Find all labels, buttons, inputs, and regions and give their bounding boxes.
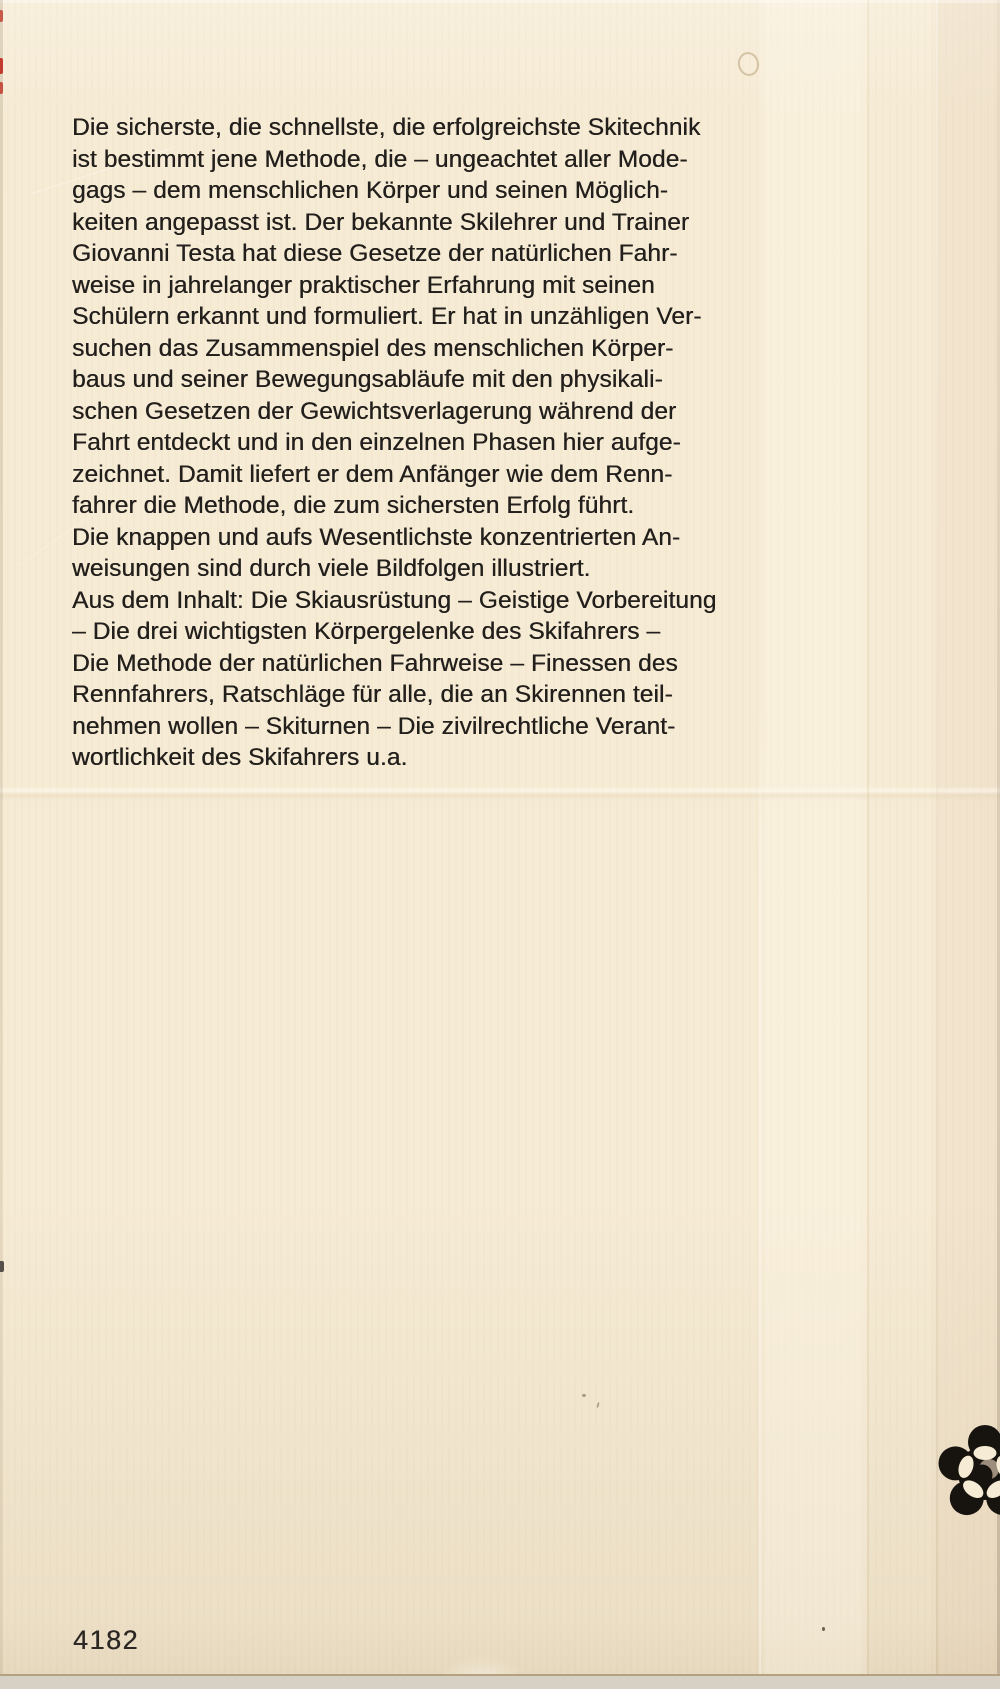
blurb-line: suchen das Zusammenspiel des menschlichen Körper-: [72, 334, 674, 362]
ink-edge-mark: [0, 1261, 4, 1272]
blurb-line: ist bestimmt jene Methode, die – ungeachtet aller Mode-: [72, 145, 688, 173]
blurb-line: Aus dem Inhalt: Die Skiausrüstung – Geistige Vorbereitung: [72, 586, 717, 614]
blurb-line: Giovanni Testa hat diese Gesetze der natürlichen Fahr-: [72, 240, 678, 267]
ring-stain: [736, 50, 762, 78]
catalog-number: 4182: [73, 1625, 140, 1655]
red-cover-edge-mark: [0, 58, 3, 74]
blurb-line: gags – dem menschlichen Körper und seinen Möglich-: [72, 177, 669, 204]
blurb-line: Fahrt entdeckt und in den einzelnen Phasen hier aufge-: [72, 429, 681, 456]
top-paper-edge: [0, 0, 1000, 3]
blurb-line: zeichnet. Damit liefert er dem Anfänger wie dem Renn-: [72, 460, 673, 488]
blurb-line: baus und seiner Bewegungsabläufe mit den physikali-: [72, 366, 663, 393]
red-cover-edge-mark: [0, 82, 3, 94]
blurb-line: Schülern erkannt und formuliert. Er hat in unzähligen Ver-: [72, 303, 702, 330]
blurb-line: weisungen sind durch viele Bildfolgen illustriert.: [72, 555, 591, 582]
blurb-line: nehmen wollen – Skiturnen – Die zivilrechtliche Verant-: [72, 712, 676, 740]
blurb-text: [72, 112, 872, 774]
blurb-line: wortlichkeit des Skifahrers u.a.: [72, 744, 408, 771]
blurb-line: schen Gesetzen der Gewichtsverlagerung während der: [72, 397, 677, 425]
blurb-line: Rennfahrers, Ratschläge für alle, die an Skirennen teil-: [72, 681, 673, 708]
blurb-line: – Die drei wichtigsten Körpergelenke des Skifahrers –: [72, 618, 661, 645]
blurb-line: weise in jahrelanger praktischer Erfahrung mit seinen: [72, 271, 655, 299]
flower-ornament-icon: [935, 1414, 1000, 1532]
ink-speck: [582, 1394, 586, 1397]
blurb-line: Die Methode der natürlichen Fahrweise – Finessen des: [72, 649, 678, 677]
left-paper-edge: [0, 0, 3, 1689]
blurb-line: Die sicherste, die schnellste, die erfolgreichste Skitechnik: [72, 114, 701, 141]
blurb-line: keiten angepasst ist. Der bekannte Skilehrer und Trainer: [72, 208, 690, 236]
blurb-line: Die knappen und aufs Wesentlichste konzentrierten An-: [72, 523, 681, 551]
ink-speck: [822, 1627, 825, 1631]
blurb-line: fahrer die Methode, die zum sichersten Erfolg führt.: [72, 492, 635, 519]
ink-speck: [596, 1402, 599, 1408]
red-cover-edge-mark: [0, 10, 3, 22]
bottom-paper-edge: [0, 1674, 1000, 1689]
